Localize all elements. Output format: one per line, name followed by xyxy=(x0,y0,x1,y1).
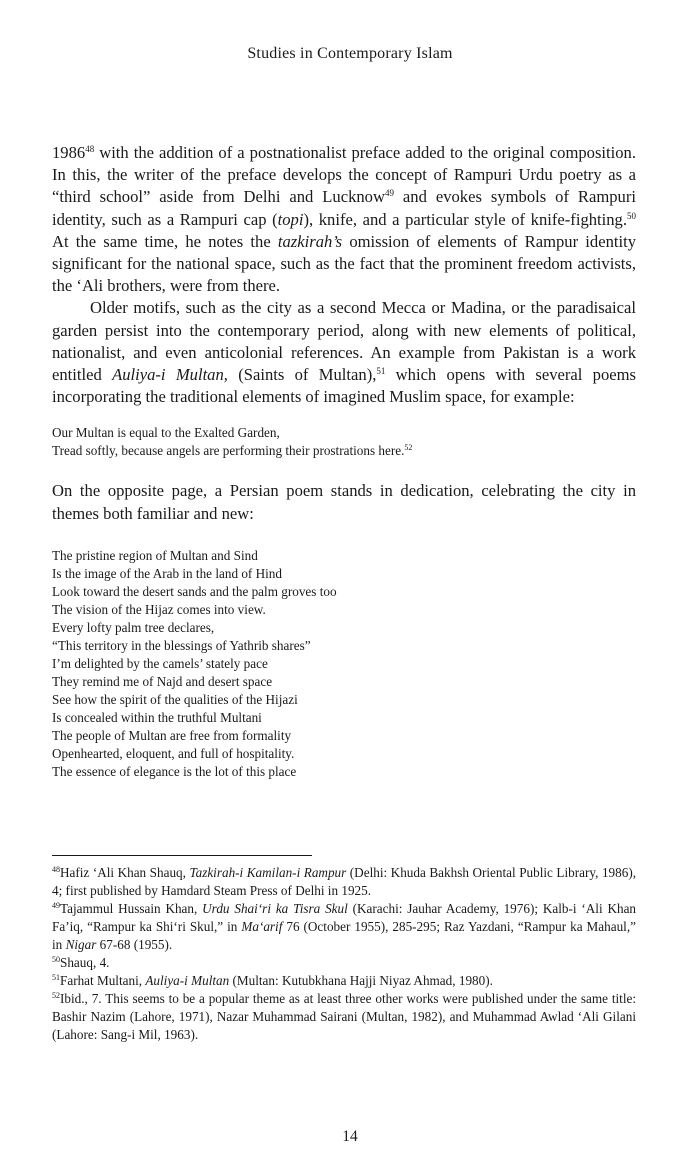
footnote-title: Nigar xyxy=(65,937,97,952)
italic-term-topi: topi xyxy=(277,209,304,229)
poem-line: The vision of the Hijaz comes into view. xyxy=(52,601,266,617)
quote-line-text: Tread softly, because angels are performing their prostrations here. xyxy=(52,443,405,459)
poem-line: See how the spirit of the qualities of the Hijazi xyxy=(52,691,298,707)
footnote-text: (Delhi: Khuda Bakhsh Oriental Public Library, 1986), 4; first published by Hamdard Steam Press of Delhi in 1925. xyxy=(52,865,637,898)
footnote-ref-50[interactable]: 50 xyxy=(627,210,636,221)
footnote-48 xyxy=(52,864,636,900)
footnote-number: 52 xyxy=(52,991,60,1000)
poem-line: Is the image of the Arab in the land of Hind xyxy=(52,565,282,581)
footnote-text: Tajammul Hussain Khan, xyxy=(60,901,203,916)
footnote-ref-49[interactable]: 49 xyxy=(384,188,394,199)
footnote-ref-51[interactable]: 51 xyxy=(376,366,386,377)
footnote-text: Shauq, 4. xyxy=(60,955,110,970)
footnote-text: 67-68 (1955). xyxy=(96,937,173,952)
footnote-50 xyxy=(52,954,636,972)
paragraph-3: On the opposite page, a Persian poem stands in dedication, celebrating the city in themes both familiar and new: xyxy=(52,481,636,523)
footnote-text: Ibid., 7. This seems to be a popular theme as at least three other works were published under the same title: Bashir Nazim (Lahore, 1971), Nazar Muhammad Sairani (Multan, 1982), and Muhammad Awlad ‘Ali Gilani (Lahore: Sang-i Mil, 1963). xyxy=(52,991,636,1042)
footnote-number: 50 xyxy=(52,955,60,964)
footnote-text: (Multan: Kutubkhana Hajji Niyaz Ahmad, 1980). xyxy=(229,973,493,988)
paragraph-1-text-c: ), knife, and a particular style of knife-fighting. xyxy=(303,209,627,229)
paragraph-2-text-b: (Saints of Multan), xyxy=(227,365,377,385)
poem-line: Is concealed within the truthful Multani xyxy=(52,709,262,725)
footnote-separator xyxy=(52,855,312,856)
poem-line: The essence of elegance is the lot of this place xyxy=(52,763,297,779)
poem-line: “This territory in the blessings of Yathrib shares” xyxy=(52,637,311,653)
footnote-text: 76 (October 1955), 285-295; Raz Yazdani, “Rampur ka Mahaul,” in xyxy=(52,919,636,952)
italic-title-auliya: Auliya-i Multan, xyxy=(112,365,228,385)
poem-line: The people of Multan are free from formality xyxy=(52,727,292,743)
quote-line: Our Multan is equal to the Exalted Garden, xyxy=(52,425,280,441)
paragraph-1-text-a: with the addition of a postnationalist preface added to the original composition. In this, the writer of the preface develops the concept of Rampuri Urdu poetry as a “third school” aside from Delhi and Lucknow xyxy=(52,143,636,207)
footnote-text: Farhat Multani, xyxy=(60,973,146,988)
paragraph-2-text-a: Older motifs, such as the city as a second Mecca or Madina, or the paradisaical garden persist into the contemporary period, along with new elements of political, nationalist, and even anticolonial references. An example from Pakistan is a work entitled xyxy=(52,298,636,385)
footnotes xyxy=(52,864,636,1044)
footnote-51 xyxy=(52,972,636,990)
paragraph-1 xyxy=(52,142,636,297)
footnote-title: Auliya-i Multan xyxy=(145,973,230,988)
footnote-title: Ma‘arif xyxy=(241,919,283,934)
poem-line: Every lofty palm tree declares, xyxy=(52,619,215,635)
paragraph-2-text-c: which opens with several poems incorporating the traditional elements of imagined Muslim space, for example: xyxy=(52,365,636,407)
main-text xyxy=(52,142,636,781)
page-number: 14 xyxy=(342,1128,358,1145)
footnote-title: Urdu Shai‘ri ka Tisra Skul xyxy=(202,901,348,916)
paragraph-1-text-d: At the same time, he notes the xyxy=(52,231,278,251)
footnote-number: 48 xyxy=(52,865,60,874)
year-text: 1986 xyxy=(52,143,86,162)
poem-line: Openhearted, eloquent, and full of hospitality. xyxy=(52,745,295,761)
footnote-52 xyxy=(52,990,636,1044)
poem-line: Look toward the desert sands and the palm groves too xyxy=(52,583,337,599)
footnote-text: Hafiz ‘Ali Khan Shauq, xyxy=(60,865,190,880)
running-header: Studies in Contemporary Islam xyxy=(247,45,453,62)
footnote-title: Tazkirah-i Kamilan-i Rampur xyxy=(189,865,347,880)
paragraph-1-text-b: and evokes symbols of Rampuri identity, such as a Rampuri cap ( xyxy=(52,187,636,229)
poem-line: They remind me of Najd and desert space xyxy=(52,673,273,689)
poem-block xyxy=(52,547,636,781)
footnote-number: 51 xyxy=(52,973,60,982)
footnote-49 xyxy=(52,900,636,954)
italic-term-tazkirah: tazkirah’s xyxy=(277,231,343,251)
footnote-text: (Karachi: Jauhar Academy, 1976); Kalb-i ‘Ali Khan Fa’iq, “Rampur ka Shi‘ri Skul,” in xyxy=(52,901,637,934)
poem-line: I’m delighted by the camels’ stately pace xyxy=(52,655,268,671)
block-quote-1 xyxy=(52,424,636,460)
footnote-number: 49 xyxy=(52,901,60,910)
footnote-ref-52[interactable]: 52 xyxy=(404,443,413,453)
paragraph-1-text-e: omission of elements of Rampur identity significant for the national space, such as the fact that the prominent freedom activists, the ‘Ali brothers, were from there. xyxy=(52,231,636,296)
poem-line: The pristine region of Multan and Sind xyxy=(52,547,258,563)
paragraph-2 xyxy=(52,297,636,408)
footnote-ref-48[interactable]: 48 xyxy=(85,144,95,154)
quote-line xyxy=(52,442,636,460)
